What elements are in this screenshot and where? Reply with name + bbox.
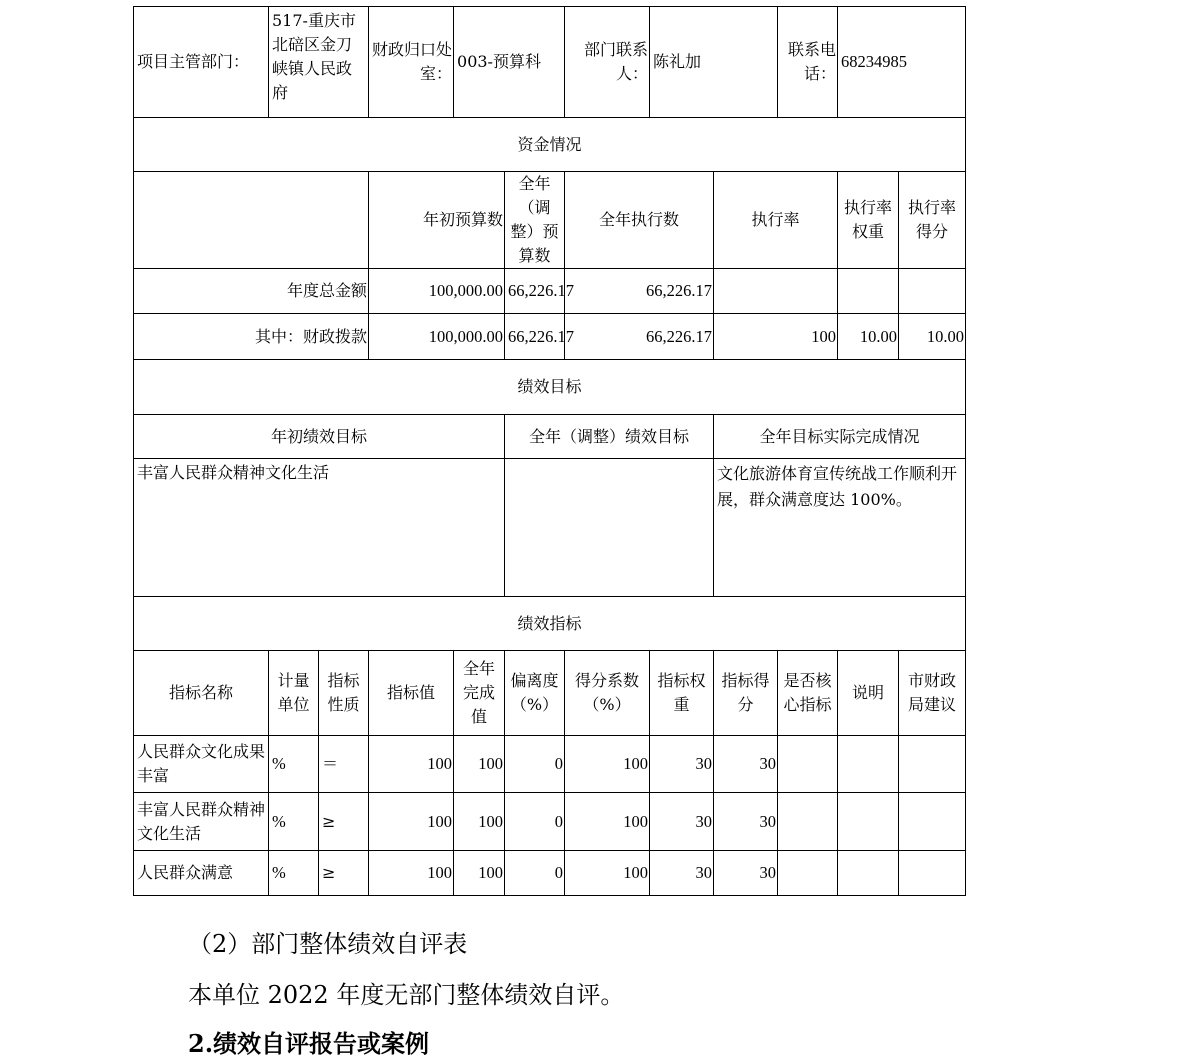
ind-col-dev: 偏离度（%） [505, 651, 565, 736]
funds-section-title: 资金情况 [134, 118, 966, 172]
ind-col-score: 指标得分 [714, 651, 778, 736]
goals-actual: 文化旅游体育宣传统战工作顺利开展，群众满意度达 100%。 [714, 459, 966, 597]
ind-col-name: 指标名称 [134, 651, 269, 736]
ind-nature: ＝ [319, 736, 369, 793]
funds-score [899, 269, 966, 314]
ind-core [778, 736, 838, 793]
funds-score: 10.00 [899, 314, 966, 360]
fin-value: 003-预算科 [454, 7, 565, 118]
funds-col-adjusted: 全年（调整）预算数 [505, 172, 565, 269]
ind-note [838, 793, 899, 851]
ind-col-note: 说明 [838, 651, 899, 736]
goals-section-title: 绩效目标 [134, 360, 966, 415]
ind-name: 丰富人民群众精神文化生活 [134, 793, 269, 851]
ind-weight: 30 [650, 851, 714, 896]
ind-score: 30 [714, 793, 778, 851]
ind-note [838, 851, 899, 896]
goals-adjusted [505, 459, 714, 597]
funds-budget: 100,000.00 [369, 314, 505, 360]
funds-adjusted: 66,226.17 [505, 269, 565, 314]
dept-label: 项目主管部门： [134, 7, 269, 118]
goals-content-row [134, 459, 966, 597]
ind-note [838, 736, 899, 793]
funds-budget: 100,000.00 [369, 269, 505, 314]
funds-col-budget: 年初预算数 [369, 172, 505, 269]
ind-core [778, 793, 838, 851]
ind-done: 100 [454, 736, 505, 793]
ind-dev: 0 [505, 793, 565, 851]
ind-score: 30 [714, 736, 778, 793]
goals-initial: 丰富人民群众精神文化生活 [134, 459, 505, 597]
goals-col-initial: 年初绩效目标 [134, 415, 505, 459]
ind-done: 100 [454, 851, 505, 896]
ind-score: 30 [714, 851, 778, 896]
ind-nature: ≥ [319, 851, 369, 896]
ind-unit: % [269, 736, 319, 793]
ind-col-core: 是否核心指标 [778, 651, 838, 736]
performance-table [133, 6, 966, 896]
ind-col-done: 全年完成值 [454, 651, 505, 736]
phone-value: 68234985 [838, 7, 966, 118]
funds-col-score: 执行率得分 [899, 172, 966, 269]
ind-name: 人民群众文化成果丰富 [134, 736, 269, 793]
goals-col-adjusted: 全年（调整）绩效目标 [505, 415, 714, 459]
ind-col-target: 指标值 [369, 651, 454, 736]
funds-col-weight: 执行率权重 [838, 172, 899, 269]
ind-advice [899, 793, 966, 851]
ind-col-coef: 得分系数（%） [565, 651, 650, 736]
section-heading-dept-self-eval: （2）部门整体绩效自评表 [188, 930, 468, 958]
funds-rate [714, 269, 838, 314]
body-paragraph: 本单位 2022 年度无部门整体绩效自评。 [188, 981, 625, 1009]
funds-header-row [134, 172, 966, 269]
funds-col-rate: 执行率 [714, 172, 838, 269]
indicators-header-row [134, 651, 966, 736]
ind-col-weight: 指标权重 [650, 651, 714, 736]
dept-value: 517-重庆市北碚区金刀峡镇人民政府 [269, 7, 369, 118]
funds-weight [838, 269, 899, 314]
funds-row-label: 其中：财政拨款 [134, 314, 369, 360]
funds-executed: 66,226.17 [565, 314, 714, 360]
phone-label: 联系电话： [778, 7, 838, 118]
ind-weight: 30 [650, 793, 714, 851]
goals-header-row [134, 415, 966, 459]
funds-row [134, 314, 966, 360]
ind-coef: 100 [565, 736, 650, 793]
ind-unit: % [269, 851, 319, 896]
ind-target: 100 [369, 851, 454, 896]
funds-adjusted: 66,226.17 [505, 314, 565, 360]
ind-target: 100 [369, 793, 454, 851]
ind-dev: 0 [505, 736, 565, 793]
table-row [134, 736, 966, 793]
funds-col-blank [134, 172, 369, 269]
contact-label: 部门联系人： [565, 7, 650, 118]
funds-rate: 100 [714, 314, 838, 360]
section-heading-report: 2.绩效自评报告或案例 [188, 1029, 430, 1058]
ind-done: 100 [454, 793, 505, 851]
ind-target: 100 [369, 736, 454, 793]
ind-weight: 30 [650, 736, 714, 793]
ind-coef: 100 [565, 793, 650, 851]
ind-unit: % [269, 793, 319, 851]
ind-nature: ≥ [319, 793, 369, 851]
indicators-section-title: 绩效指标 [134, 597, 966, 651]
ind-advice [899, 736, 966, 793]
fin-label: 财政归口处室： [369, 7, 454, 118]
ind-dev: 0 [505, 851, 565, 896]
funds-weight: 10.00 [838, 314, 899, 360]
ind-col-advice: 市财政局建议 [899, 651, 966, 736]
ind-name: 人民群众满意 [134, 851, 269, 896]
funds-executed: 66,226.17 [565, 269, 714, 314]
funds-row [134, 269, 966, 314]
ind-advice [899, 851, 966, 896]
ind-core [778, 851, 838, 896]
goals-col-actual: 全年目标实际完成情况 [714, 415, 966, 459]
funds-row-label: 年度总金额 [134, 269, 369, 314]
ind-coef: 100 [565, 851, 650, 896]
header-row [134, 7, 966, 118]
contact-value: 陈礼加 [650, 7, 778, 118]
funds-col-executed: 全年执行数 [565, 172, 714, 269]
ind-col-nature: 指标性质 [319, 651, 369, 736]
table-row [134, 793, 966, 851]
table-row [134, 851, 966, 896]
ind-col-unit: 计量单位 [269, 651, 319, 736]
